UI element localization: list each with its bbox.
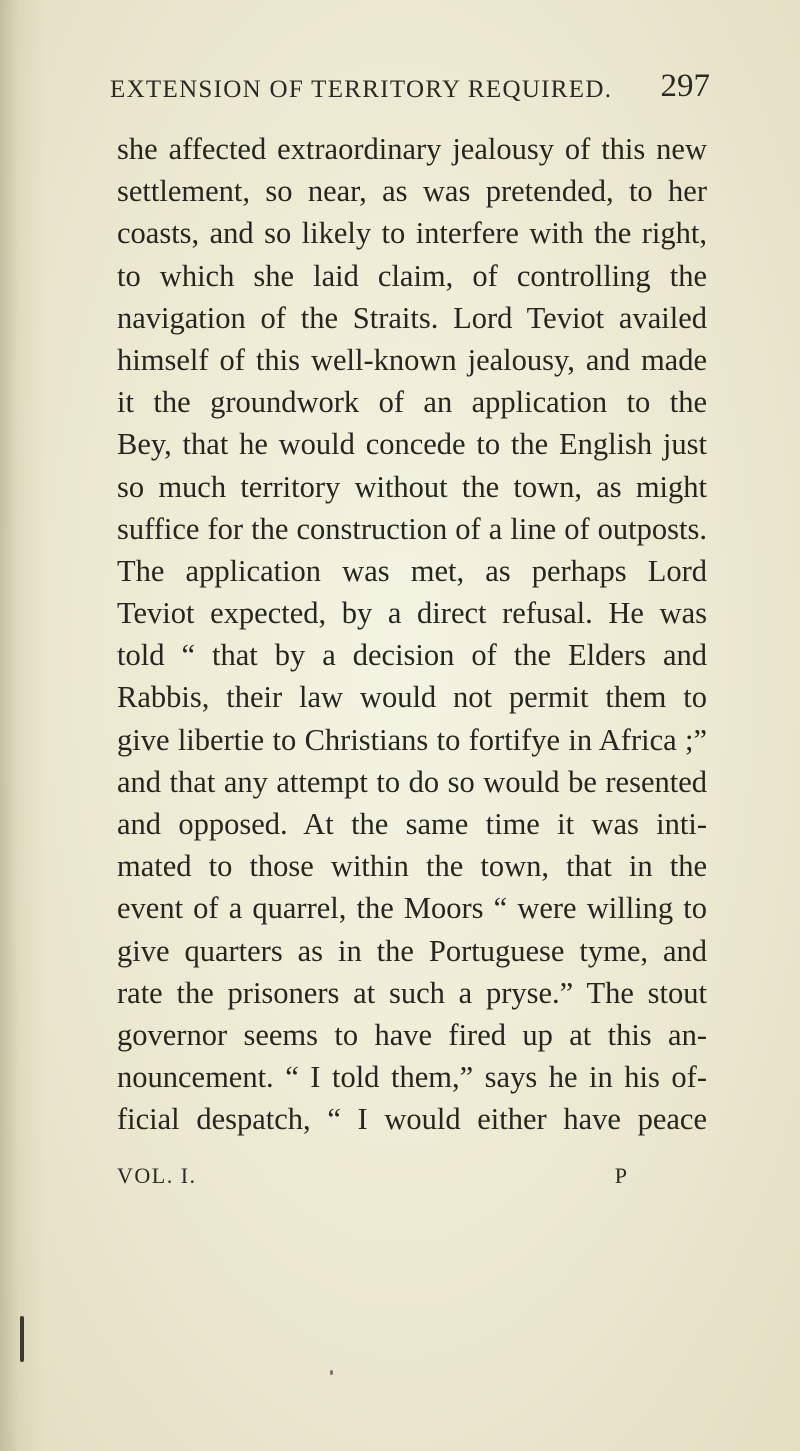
text-line: settlement, so near, as was pretended, to her [117,174,707,209]
text-line: so much territory without the town, as might [117,469,707,504]
signature-mark: P [614,1163,627,1188]
gutter-shadow [0,0,46,1451]
text-line: to which she laid claim, of controlling the [117,258,707,293]
running-title: EXTENSION OF TERRITORY REQUIRED. [110,76,613,103]
text-line: The application was met, as perhaps Lord [117,553,707,588]
text-line: mated to those within the town, that in the [117,849,707,884]
text-line: she affected extraordinary jealousy of this new [117,132,707,166]
text-line: coasts, and so likely to interfere with the right, [117,216,707,251]
text-line: told “ that by a decision of the Elders and [117,638,707,673]
text-line: it the groundwork of an application to the [117,385,707,420]
paper-speck [330,1370,333,1375]
text-line: ficial despatch, “ I would either have peace [117,1102,707,1137]
body-text [117,128,707,1141]
text-line: event of a quarrel, the Moors “ were willing to [117,891,707,926]
volume-label: VOL. I. [117,1163,197,1188]
text-line: Bey, that he would concede to the English just [117,427,707,462]
text-line: Teviot expected, by a direct refusal. He was [117,596,707,631]
running-head [110,68,710,108]
text-line: and opposed. At the same time it was inti- [117,807,707,841]
text-line: give quarters as in the Portuguese tyme, and [117,933,707,968]
page-footer [117,1163,627,1197]
text-line: Rabbis, their law would not permit them to [117,680,707,715]
text-line: nouncement. “ I told them,” says he in his of- [117,1060,707,1095]
page-number: 297 [660,68,710,104]
paper-blemish [20,1316,24,1362]
text-line: rate the prisoners at such a pryse.” The stout [117,975,707,1010]
text-line: and that any attempt to do so would be resented [117,764,707,799]
text-line: suffice for the construction of a line of outposts. [117,511,707,546]
text-line: give libertie to Christians to fortifye in Africa ;” [117,722,707,757]
text-line: navigation of the Straits. Lord Teviot availed [117,300,707,335]
text-line: governor seems to have fired up at this an- [117,1017,707,1052]
text-line: himself of this well-known jealousy, and made [117,342,707,377]
